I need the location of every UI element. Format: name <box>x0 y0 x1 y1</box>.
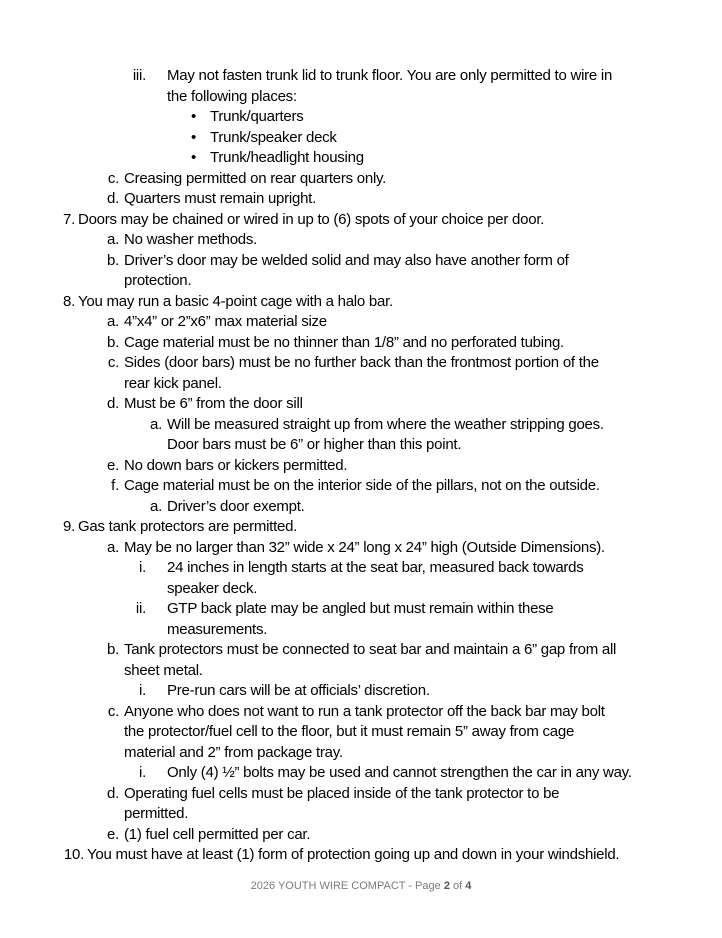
list-item-text: Cage material must be no thinner than 1/8” and no perforated tubing. <box>124 333 564 351</box>
list-item <box>0 333 722 354</box>
footer-page-total: 4 <box>465 880 472 892</box>
text-line <box>0 292 722 313</box>
text-line <box>0 169 722 190</box>
list-item-text: You may run a basic 4-point cage with a halo bar. <box>78 292 393 310</box>
list-item <box>0 312 722 333</box>
list-item <box>0 128 722 149</box>
list-item <box>0 169 722 190</box>
list-item-text: Operating fuel cells must be placed inside of the tank protector to be <box>124 784 560 802</box>
list-item-text: May not fasten trunk lid to trunk floor. You are only permitted to wire in <box>167 67 613 84</box>
text-line <box>0 599 722 620</box>
text-line <box>0 87 722 108</box>
list-item-text: material and 2” from package tray. <box>124 743 343 761</box>
list-item-text: measurements. <box>167 620 268 638</box>
list-item <box>0 763 722 784</box>
list-item <box>0 517 722 538</box>
text-line <box>0 661 722 682</box>
list-item <box>0 825 722 846</box>
list-marker: ii. <box>135 600 146 617</box>
list-item-text: Doors may be chained or wired in up to (6) spots of your choice per door. <box>78 210 545 228</box>
list-item <box>0 599 722 640</box>
footer-page-number: 2 <box>443 880 450 892</box>
list-marker: a. <box>149 497 162 515</box>
list-marker: a. <box>149 415 162 433</box>
list-item-text: the following places: <box>167 87 297 105</box>
list-item-text: Gas tank protectors are permitted. <box>78 518 298 535</box>
list-item-text: speaker deck. <box>167 579 258 597</box>
list-item-text: Tank protectors must be connected to seat bar and maintain a 6” gap from all <box>124 641 617 658</box>
list-item-text: Trunk/headlight housing <box>210 149 364 166</box>
list-marker: i. <box>139 559 146 576</box>
footer-of: of <box>449 880 466 892</box>
list-item-text: Creasing permitted on rear quarters only. <box>124 169 387 187</box>
text-line <box>0 66 722 87</box>
list-item <box>0 230 722 251</box>
list-item <box>0 640 722 681</box>
list-marker: 9. <box>62 518 75 535</box>
list-item-text: 24 inches in length starts at the seat bar, measured back towards <box>167 559 584 576</box>
list-item-text: the protector/fuel cell to the floor, but it must remain 5” away from cage <box>124 723 575 740</box>
list-item-text: rear kick panel. <box>124 374 222 392</box>
list-item <box>0 845 722 866</box>
text-line <box>0 415 722 436</box>
list-item-text: Sides (door bars) must be no further back than the frontmost portion of the <box>124 354 599 371</box>
list-item-text: (1) fuel cell permitted per car. <box>124 825 311 843</box>
text-line <box>0 579 722 600</box>
list-item-text: Anyone who does not want to run a tank protector off the back bar may bolt <box>124 702 605 720</box>
list-marker: iii. <box>132 67 146 84</box>
list-item-text: Pre-run cars will be at officials’ discretion. <box>167 682 430 699</box>
list-item-text: Driver’s door exempt. <box>167 497 305 515</box>
bullet-icon: • <box>190 128 196 146</box>
list-item-text: Must be 6” from the door sill <box>124 395 303 412</box>
list-item-text: Quarters must remain upright. <box>124 190 316 207</box>
bullet-icon: • <box>190 108 196 125</box>
list-item <box>0 107 722 128</box>
list-item-text: Driver’s door may be welded solid and may also have another form of <box>124 251 569 269</box>
text-line <box>0 517 722 538</box>
text-line <box>0 558 722 579</box>
list-item <box>0 784 722 825</box>
list-marker: d. <box>106 395 119 412</box>
list-marker: i. <box>139 682 146 699</box>
footer-title: 2026 YOUTH WIRE COMPACT - Page <box>250 880 444 892</box>
text-line <box>0 763 722 784</box>
list-marker: c. <box>107 354 119 371</box>
list-marker: c. <box>107 702 119 720</box>
page-footer <box>0 880 722 892</box>
list-item <box>0 292 722 313</box>
list-item <box>0 702 722 764</box>
document-body <box>0 66 722 866</box>
text-line <box>0 620 722 641</box>
list-item-text: GTP back plate may be angled but must remain within these <box>167 600 554 617</box>
list-item <box>0 148 722 169</box>
list-item <box>0 681 722 702</box>
list-marker: a. <box>106 313 119 330</box>
text-line <box>0 784 722 805</box>
list-item <box>0 394 722 415</box>
list-item-text: No down bars or kickers permitted. <box>124 456 348 474</box>
list-item <box>0 538 722 559</box>
bullet-icon: • <box>190 149 196 166</box>
list-item-text: 4”x4” or 2”x6” max material size <box>124 313 327 330</box>
list-item-text: Cage material must be on the interior side of the pillars, not on the outside. <box>124 477 600 494</box>
list-item-text: May be no larger than 32” wide x 24” long x 24” high (Outside Dimensions). <box>124 538 605 556</box>
list-item-text: Only (4) ½” bolts may be used and cannot strengthen the car in any way. <box>167 764 632 781</box>
list-marker: f. <box>111 477 119 494</box>
list-marker: b. <box>106 251 119 269</box>
text-line <box>0 148 722 169</box>
text-line <box>0 251 722 272</box>
text-line <box>0 189 722 210</box>
list-marker: 10. <box>63 846 84 863</box>
list-item-text: Will be measured straight up from where the weather stripping goes. <box>167 415 604 433</box>
list-item-text: Door bars must be 6” or higher than this point. <box>167 436 462 453</box>
text-line <box>0 845 722 866</box>
list-item <box>0 415 722 456</box>
text-line <box>0 210 722 231</box>
text-line <box>0 825 722 846</box>
list-marker: a. <box>106 538 119 556</box>
list-item-text: permitted. <box>124 805 189 822</box>
list-item-text: Trunk/quarters <box>210 108 304 125</box>
text-line <box>0 128 722 149</box>
text-line <box>0 681 722 702</box>
text-line <box>0 312 722 333</box>
text-line <box>0 435 722 456</box>
list-marker: i. <box>139 764 146 781</box>
list-item <box>0 558 722 599</box>
list-marker: 7. <box>62 210 75 228</box>
list-marker: d. <box>106 190 119 207</box>
text-line <box>0 374 722 395</box>
list-item-text: You must have at least (1) form of protection going up and down in your windshield. <box>87 846 620 863</box>
text-line <box>0 722 722 743</box>
list-marker: a. <box>106 231 119 248</box>
text-line <box>0 456 722 477</box>
list-marker: b. <box>106 333 119 351</box>
list-item-text: protection. <box>124 272 192 289</box>
text-line <box>0 640 722 661</box>
list-marker: 8. <box>62 292 75 310</box>
text-line <box>0 702 722 723</box>
list-marker: e. <box>106 456 119 474</box>
text-line <box>0 538 722 559</box>
text-line <box>0 271 722 292</box>
list-item <box>0 476 722 497</box>
list-marker: d. <box>106 784 119 802</box>
text-line <box>0 107 722 128</box>
text-line <box>0 394 722 415</box>
text-line <box>0 230 722 251</box>
text-line <box>0 476 722 497</box>
list-item <box>0 497 722 518</box>
list-marker: e. <box>106 825 119 843</box>
list-item <box>0 210 722 231</box>
text-line <box>0 804 722 825</box>
text-line <box>0 497 722 518</box>
list-item-text: sheet metal. <box>124 661 203 679</box>
text-line <box>0 353 722 374</box>
list-marker: c. <box>107 169 119 187</box>
text-line <box>0 333 722 354</box>
list-item <box>0 251 722 292</box>
list-item-text: Trunk/speaker deck <box>210 128 337 146</box>
list-item <box>0 66 722 107</box>
list-item <box>0 353 722 394</box>
text-line <box>0 743 722 764</box>
list-item <box>0 456 722 477</box>
list-item-text: No washer methods. <box>124 231 258 248</box>
list-item <box>0 189 722 210</box>
list-marker: b. <box>106 641 119 658</box>
